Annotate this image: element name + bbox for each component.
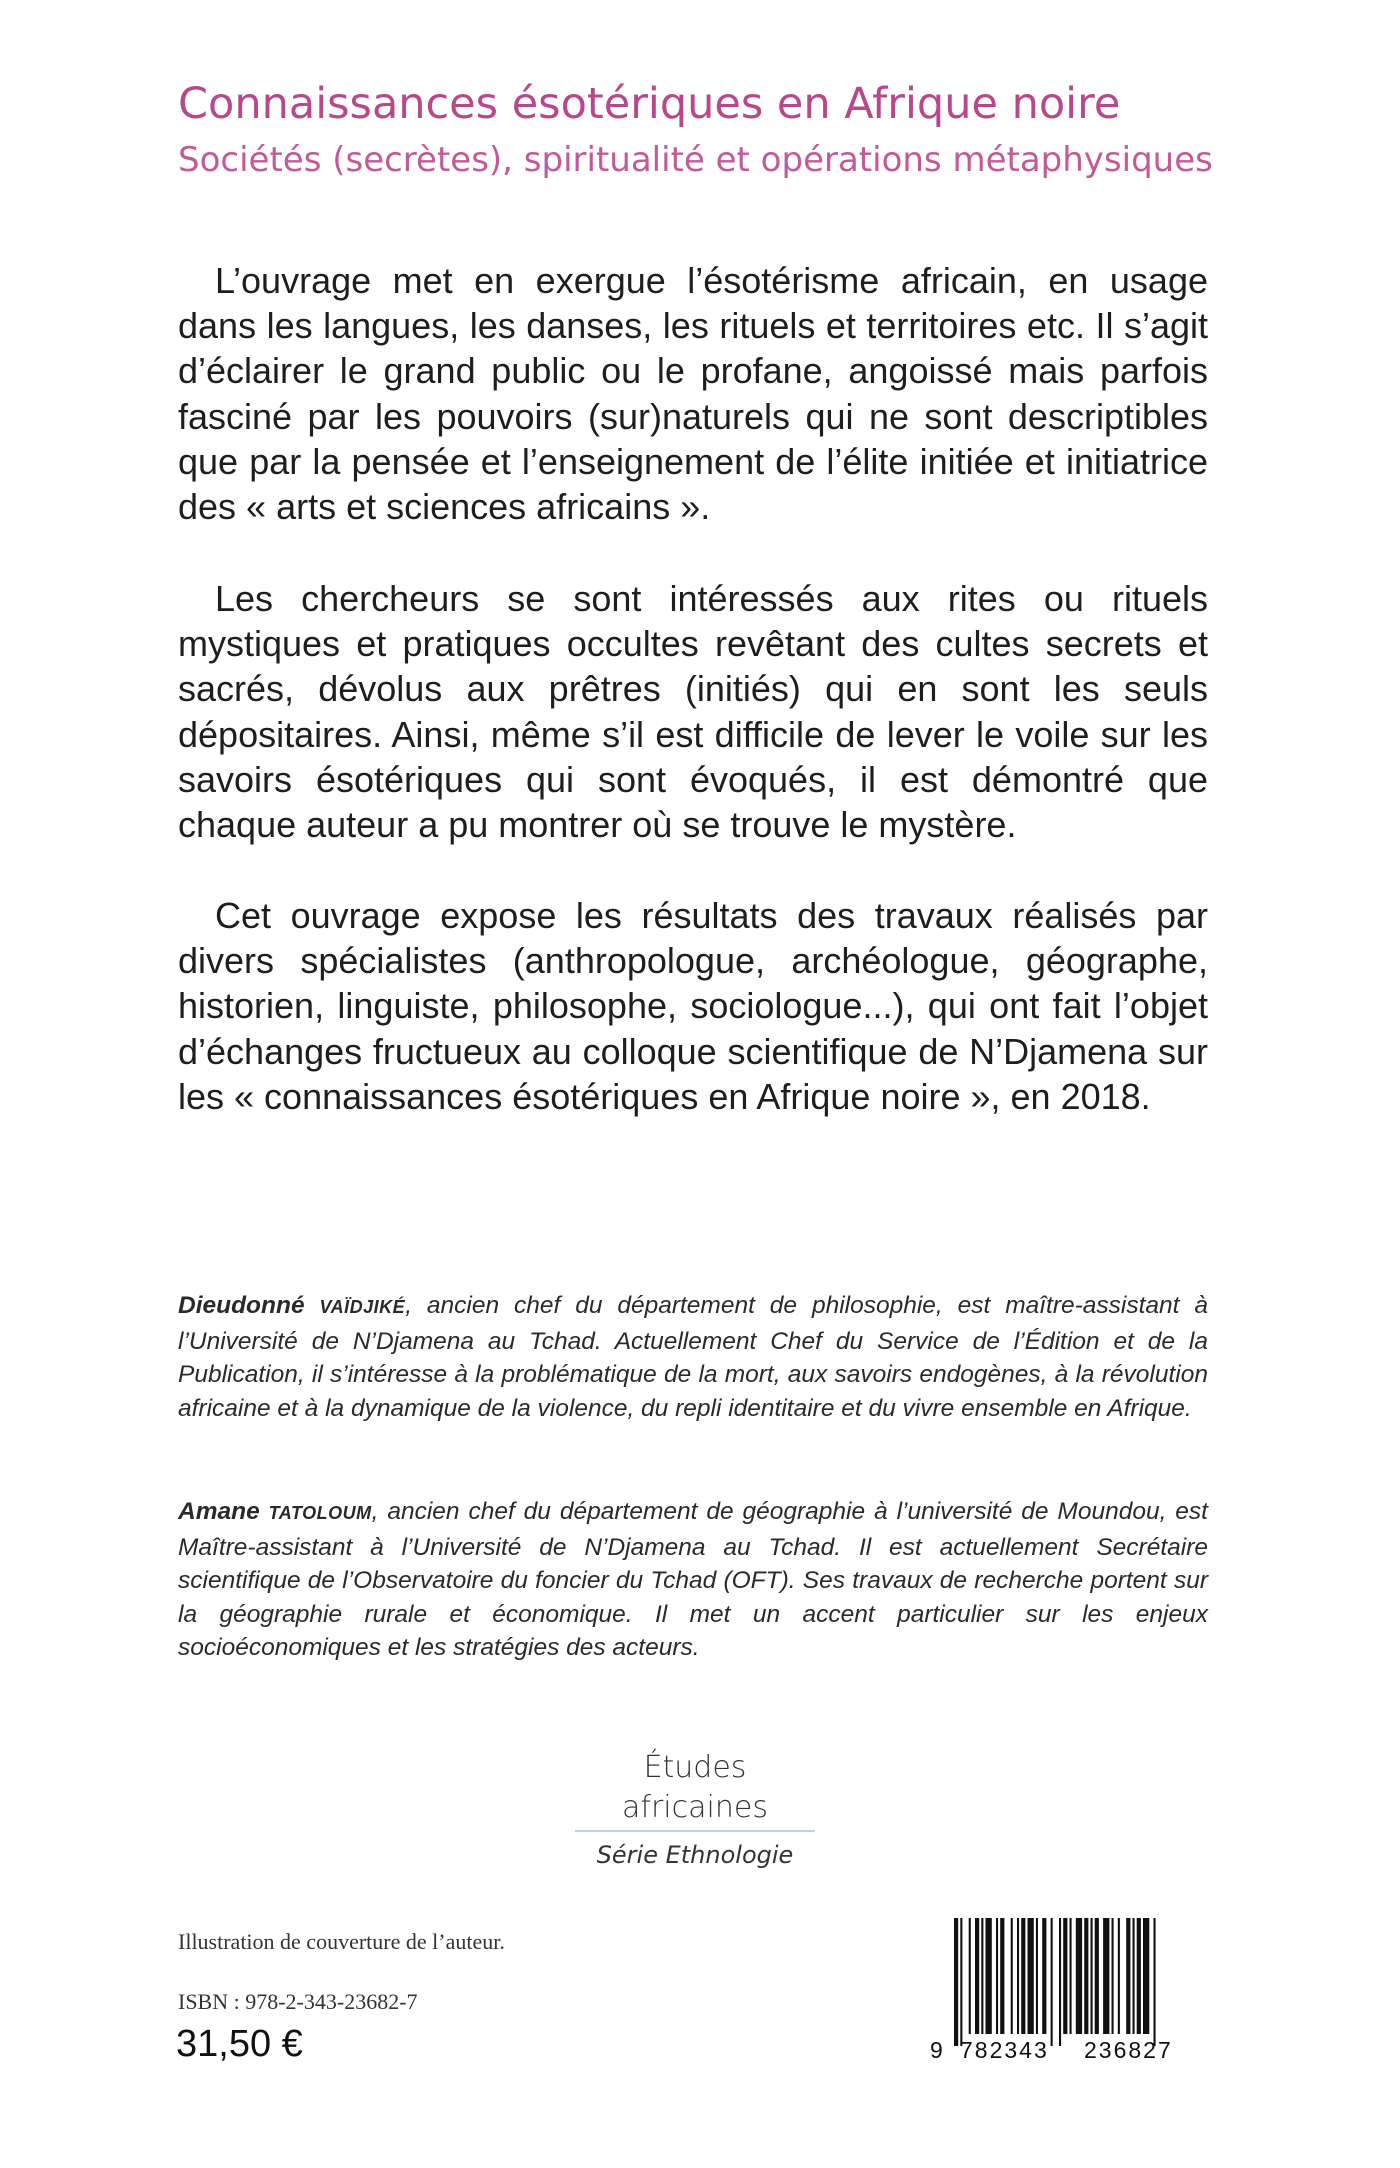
barcode-bar bbox=[1017, 1918, 1019, 2034]
series-logo bbox=[575, 1748, 815, 1872]
author-2-bio-text: , ancien chef du département de géographie à l’université de Moundou, est Maître-assistant à l’Université de N’Djamena au Tchad. Il est actuellement Secrétaire scientifique de l’Observatoire du foncier du Tchad (OFT). Ses travaux de recherche portent sur la géographie rurale et économique. Il met un accent particulier sur les enjeux socioéconomiques et les stratégies des acteurs. bbox=[178, 1498, 1208, 1661]
barcode-bar bbox=[969, 1918, 971, 2034]
barcode-bar bbox=[960, 1918, 962, 2046]
barcode-bar bbox=[1059, 1918, 1061, 2046]
isbn: ISBN : 978-2-343-23682-7 bbox=[178, 1989, 418, 2014]
author-1-last-name: VAÏDJIKÉ bbox=[319, 1297, 406, 1317]
author-bio-1 bbox=[178, 1289, 1208, 1425]
barcode-bar bbox=[1036, 1918, 1038, 2034]
barcode-bar bbox=[1076, 1918, 1082, 2034]
barcode-bar bbox=[1021, 1918, 1025, 2034]
barcode-bar bbox=[1118, 1918, 1120, 2034]
barcode-bar bbox=[1070, 1918, 1072, 2034]
author-1-first-name: Dieudonné bbox=[178, 1292, 305, 1319]
barcode-bar bbox=[1028, 1918, 1034, 2034]
author-bio-2 bbox=[178, 1495, 1208, 1665]
price: 31,50 € bbox=[176, 2023, 303, 2065]
barcode-bar bbox=[1095, 1918, 1099, 2034]
barcode-bar bbox=[975, 1918, 979, 2034]
barcode-bar bbox=[1011, 1918, 1013, 2034]
author-2-last-name: TATOLOUM bbox=[268, 1503, 372, 1523]
barcode-bar bbox=[996, 1918, 998, 2034]
barcode-bar bbox=[1112, 1918, 1114, 2034]
series-name: Études africaines bbox=[622, 1750, 768, 1825]
barcode-bar bbox=[1091, 1918, 1093, 2034]
barcode-bar bbox=[1126, 1918, 1130, 2034]
barcode-digits-left: 782343 bbox=[960, 2037, 1049, 2062]
author-1-bio-text: , ancien chef du département de philosophie, est maître-assistant à l’Université de N’Djamena au Tchad. Actuellement Chef du Service de l’Édition et de la Publication, il s’intéresse à la problématique de la mort, aux savoirs endogènes, à la révolution africaine et à la dynamique de la violence, du repli identitaire et du vivre ensemble en Afrique. bbox=[178, 1292, 1208, 1422]
barcode-icon bbox=[924, 1912, 1214, 2062]
cover-credit: Illustration de couverture de l’auteur. bbox=[178, 1929, 505, 1954]
barcode-bar bbox=[1042, 1918, 1046, 2034]
book-title: Connaissances ésotériques en Afrique noire bbox=[178, 79, 1121, 129]
summary-paragraph-2: Les chercheurs se sont intéressés aux rites ou rituels mystiques et pratiques occultes revêtant des cultes secrets et sacrés, dévolus aux prêtres (initiés) qui en sont les seuls dépositaires. Ainsi, même s’il est difficile de lever le voile sur les savoirs ésotériques qui sont évoqués, il est démontré que chaque auteur a pu montrer où se trouve le mystère. bbox=[178, 578, 1208, 846]
barcode-bar bbox=[954, 1918, 958, 2046]
barcode-bar bbox=[1154, 1918, 1156, 2046]
series-divider bbox=[575, 1830, 815, 1832]
book-subtitle: Sociétés (secrètes), spiritualité et opérations métaphysiques bbox=[178, 140, 1213, 180]
summary-paragraph-1: L’ouvrage met en exergue l’ésotérisme africain, en usage dans les langues, les danses, les rituels et territoires etc. Il s’agit d’éclairer le grand public ou le profane, angoissé mais parfois fasciné par les pouvoirs (sur)naturels qui ne sont descriptibles que par la pensée et l’enseignement de l’élite initiée et initiatrice des « arts et sciences africains ». bbox=[178, 260, 1208, 528]
barcode-bar bbox=[1137, 1918, 1141, 2034]
author-2-first-name: Amane bbox=[178, 1498, 260, 1525]
barcode-bar bbox=[1133, 1918, 1135, 2034]
barcode-bar bbox=[1103, 1918, 1109, 2034]
barcode-bar bbox=[981, 1918, 983, 2034]
barcode-bar bbox=[1051, 1918, 1053, 2046]
barcode-digits-right: 236827 bbox=[1084, 2037, 1173, 2062]
barcode-bar bbox=[1000, 1918, 1004, 2034]
barcode-digit-lead: 9 bbox=[930, 2037, 943, 2062]
series-subseries: Série Ethnologie bbox=[596, 1841, 794, 1869]
summary-paragraph-3: Cet ouvrage expose les résultats des travaux réalisés par divers spécialistes (anthropologue, archéologue, géographe, historien, linguiste, philosophe, sociologue...), qui ont fait l’objet d’échanges fructueux au colloque scientifique de N’Djamena sur les « connaissances ésotériques en Afrique noire », en 2018. bbox=[178, 895, 1208, 1117]
barcode-bar bbox=[1084, 1918, 1088, 2034]
barcode-bar bbox=[1143, 1918, 1149, 2034]
barcode-bar bbox=[1063, 1918, 1067, 2034]
barcode-bar bbox=[986, 1918, 992, 2034]
